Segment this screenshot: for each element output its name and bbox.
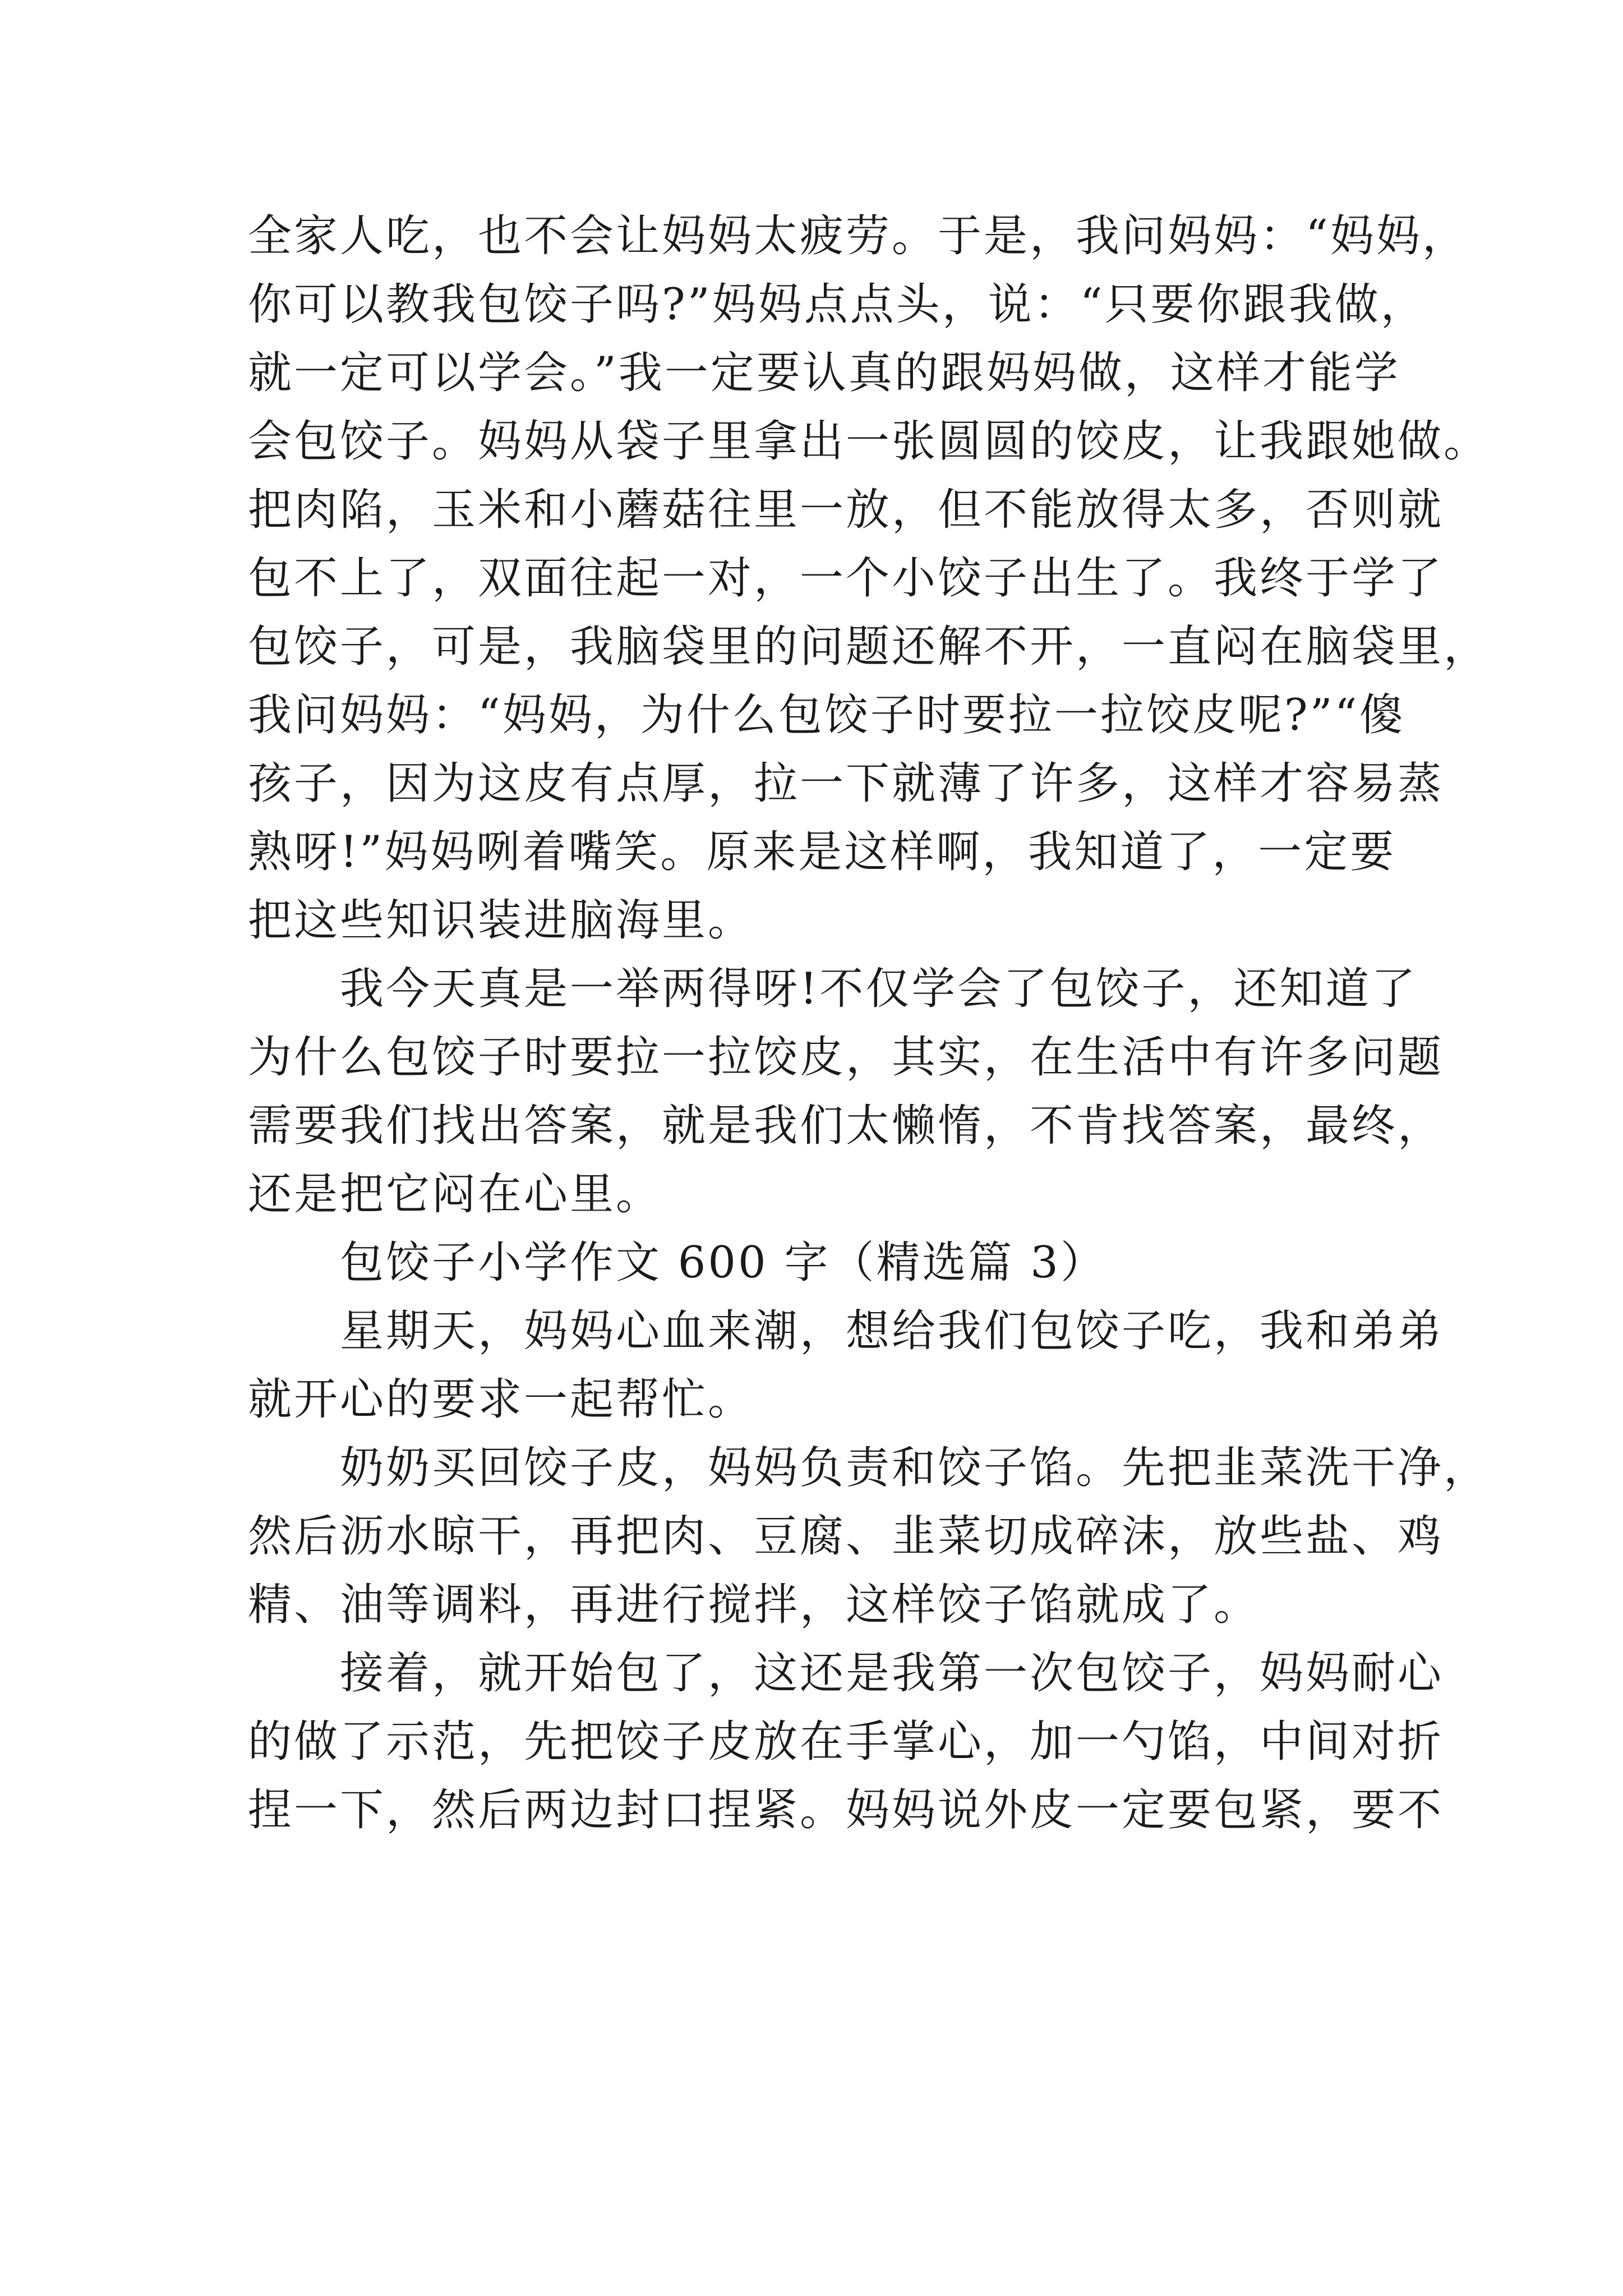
text-line: 我今天真是一举两得呀!不仅学会了包饺子，还知道了 (340, 964, 1418, 1014)
text-line: 全家人吃，也不会让妈妈太疲劳。于是，我问妈妈：“妈妈， (248, 211, 1468, 261)
text-line: 奶奶买回饺子皮，妈妈负责和饺子馅。先把韭菜洗干净， (340, 1443, 1490, 1493)
article-body (248, 202, 1490, 1844)
text-line: 然后沥水晾干，再把肉、豆腐、韭菜切成碎沫，放些盐、鸡 (248, 1511, 1444, 1562)
text-line: 需要我们找出答案，就是我们太懒惰，不肯找答案，最终， (248, 1101, 1444, 1151)
paragraph-5 (248, 1639, 1444, 1844)
text-line: 会包饺子。妈妈从袋子里拿出一张圆圆的饺皮，让我跟她做。 (248, 416, 1490, 467)
text-line: 精、油等调料，再进行搅拌，这样饺子馅就成了。 (248, 1580, 1260, 1630)
text-line: 就开心的要求一起帮忙。 (248, 1374, 754, 1425)
paragraph-1 (248, 202, 1490, 955)
text-line: 你可以教我包饺子吗?”妈妈点点头，说：“只要你跟我做， (248, 279, 1427, 330)
text-line: 的做了示范，先把饺子皮放在手掌心，加一勺馅，中间对折 (248, 1717, 1444, 1767)
paragraph-2 (248, 955, 1444, 1228)
paragraph-4 (248, 1434, 1490, 1639)
paragraph-3 (248, 1297, 1444, 1434)
text-line: 孩子，因为这皮有点厚，拉一下就薄了许多，这样才容易蒸 (248, 758, 1444, 809)
text-line: 就一定可以学会。”我一定要认真的跟妈妈做，这样才能学 (248, 348, 1400, 398)
text-line: 还是把它闷在心里。 (248, 1169, 662, 1220)
text-line: 为什么包饺子时要拉一拉饺皮，其实，在生活中有许多问题 (248, 1032, 1444, 1083)
text-line: 包饺子，可是，我脑袋里的问题还解不开，一直闷在脑袋里， (248, 622, 1490, 672)
section-heading (248, 1228, 1386, 1297)
text-line: 我问妈妈：“妈妈，为什么包饺子时要拉一拉饺皮呢?”“傻 (248, 690, 1405, 740)
text-line: 熟呀!”妈妈咧着嘴笑。原来是这样啊，我知道了，一定要 (248, 827, 1396, 877)
text-line: 捏一下，然后两边封口捏紧。妈妈说外皮一定要包紧，要不 (248, 1785, 1444, 1835)
text-line: 把这些知识装进脑海里。 (248, 895, 754, 946)
text-line: 把肉陷，玉米和小蘑菇往里一放，但不能放得太多，否则就 (248, 485, 1444, 535)
text-line: 星期天，妈妈心血来潮，想给我们包饺子吃，我和弟弟 (340, 1306, 1444, 1356)
text-line: 接着，就开始包了，这还是我第一次包饺子，妈妈耐心 (340, 1648, 1444, 1699)
section-title: 包饺子小学作文 600 字（精选篇 3） (340, 1237, 1106, 1288)
text-line: 包不上了，双面往起一对，一个小饺子出生了。我终于学了 (248, 553, 1444, 604)
